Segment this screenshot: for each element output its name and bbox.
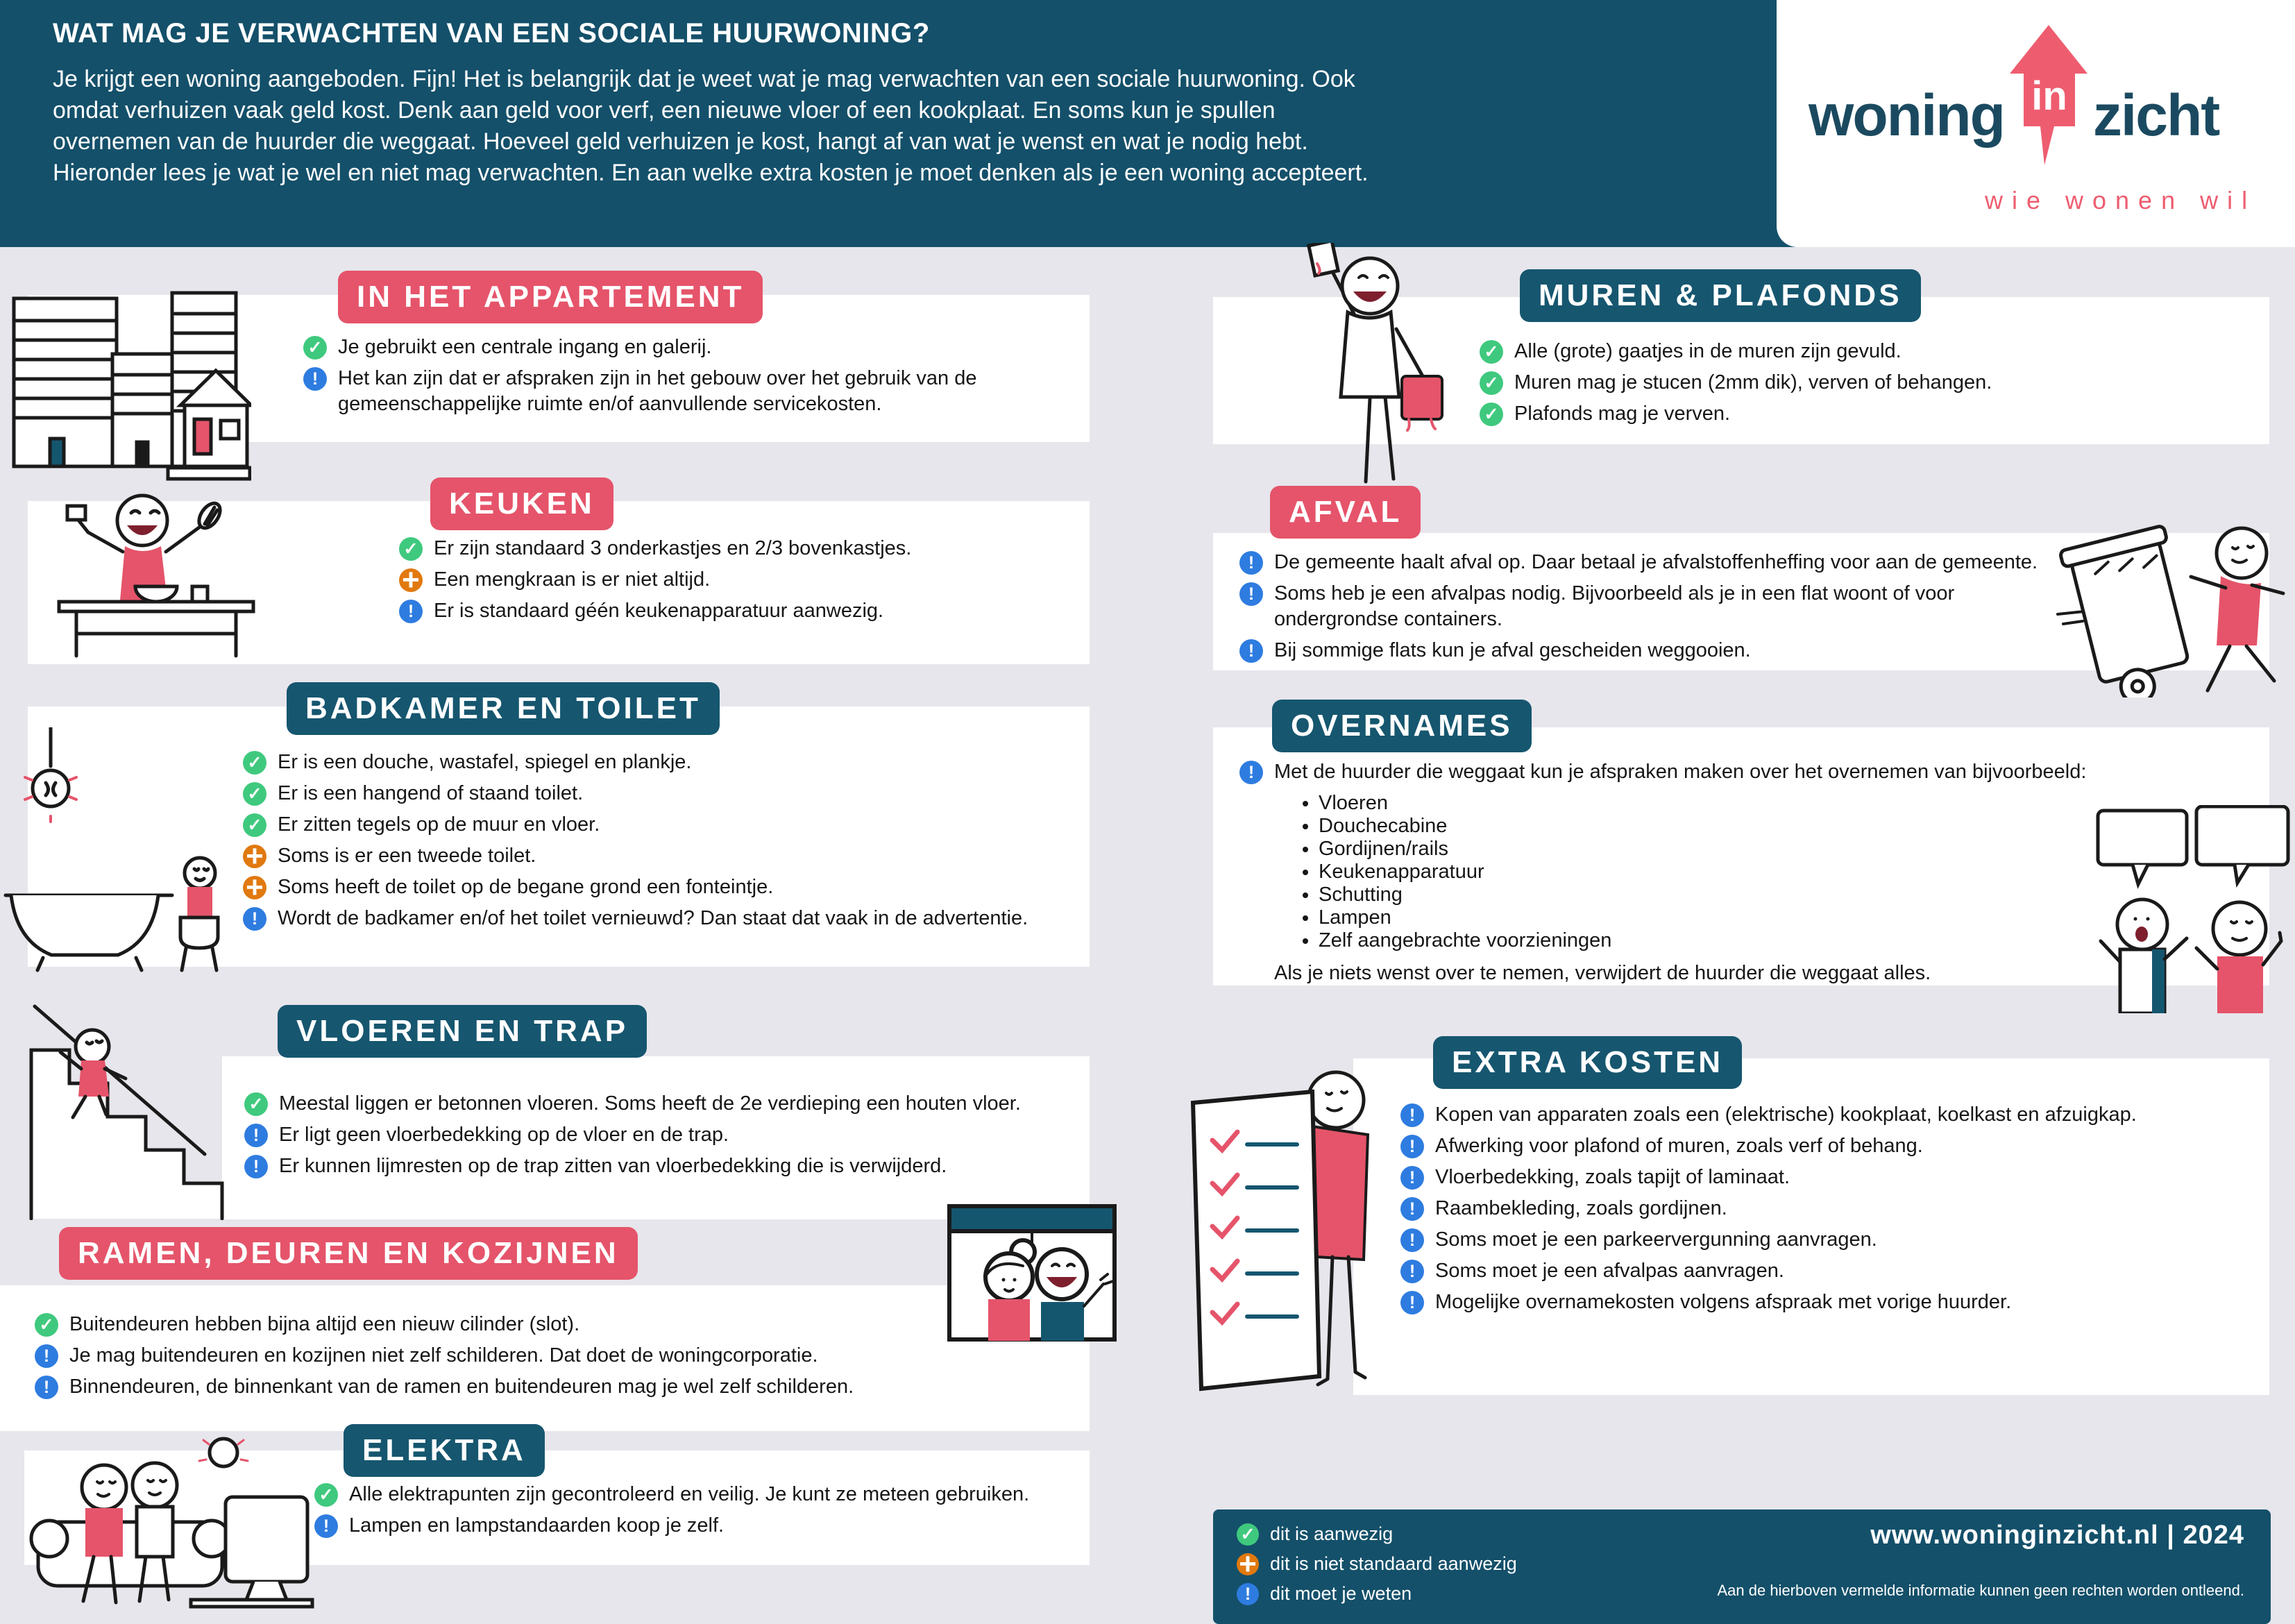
- items-muren: [1480, 339, 2250, 427]
- disclaimer-text: Aan de hierboven vermelde informatie kunnen geen rechten worden ontleend.: [1717, 1582, 2244, 1599]
- talking-figures-illustration: [2092, 805, 2294, 1013]
- check-circle-icon: ✓: [1480, 371, 1503, 395]
- list-item-extra: [1400, 1289, 2268, 1315]
- list-item-extra: [1400, 1133, 2268, 1159]
- bullet-item: • Zelf aangebrachte voorzieningen: [1319, 929, 2169, 952]
- painter-figure-illustration: [1292, 243, 1452, 489]
- list-item-ramen: [35, 1312, 951, 1337]
- list-item-afval: [1239, 550, 2072, 575]
- intro-line: overnemen van de huurder die weggaat. Hoeveel geld verhuizen je kost, hangt af van wat je wenst en wat je nodig hebt.: [53, 128, 1308, 155]
- item-text: Er is een douche, wastafel, spiegel en plankje.: [278, 751, 692, 773]
- logo-house-icon: [2007, 22, 2090, 169]
- section-title-elektra: ELEKTRA: [344, 1424, 545, 1477]
- checklist-figure-illustration: [1169, 1051, 1378, 1402]
- list-item-keuken: [399, 598, 1086, 624]
- list-item-apt: [303, 335, 1053, 360]
- item-text: Vloerbedekking, zoals tapijt of laminaat.: [1435, 1166, 1790, 1188]
- section-title-keuken: KEUKEN: [430, 477, 613, 530]
- overname-bullet-list: [1299, 792, 2169, 952]
- item-text: Er ligt geen vloerbedekking op de vloer en de trap.: [279, 1124, 729, 1146]
- logo-panel: [1777, 0, 2295, 247]
- item-text: Soms is er een tweede toilet.: [278, 845, 536, 867]
- item-text: De gemeente haalt afval op. Daar betaal je afvalstoffenheffing voor aan de gemeente.: [1274, 551, 2038, 573]
- plus-circle-icon: +: [243, 876, 266, 899]
- section-title-vloeren: VLOEREN EN TRAP: [278, 1005, 647, 1058]
- info-circle-icon: !: [303, 367, 327, 391]
- list-item-apt: [303, 366, 1053, 417]
- trash-bin-pusher-illustration: [2044, 510, 2294, 697]
- info-circle-icon: !: [1239, 639, 1263, 663]
- logo-tagline: wie wonen wil: [1985, 186, 2257, 214]
- section-title-overnames: OVERNAMES: [1272, 700, 1532, 752]
- item-text: Binnendeuren, de binnenkant van de ramen en buitendeuren mag je wel zelf schilderen.: [69, 1376, 854, 1398]
- logo-word-zicht: zicht: [2092, 82, 2219, 148]
- check-circle-icon: ✓: [244, 1092, 268, 1116]
- item-text: Er is standaard géén keukenapparatuur aanwezig.: [434, 600, 884, 622]
- check-circle-icon: ✓: [35, 1313, 58, 1337]
- info-circle-icon: !: [1239, 761, 1263, 784]
- item-text: Er is een hangend of staand toilet.: [278, 782, 584, 804]
- item-text: Alle (grote) gaatjes in de muren zijn gevuld.: [1514, 340, 1902, 362]
- item-text: Met de huurder die weggaat kun je afspraken maken over het overnemen van bijvoorbeeld:: [1274, 761, 2087, 783]
- page-title: WAT MAG JE VERWACHTEN VAN EEN SOCIALE HUURWONING?: [53, 18, 930, 49]
- bullet-item: • Keukenapparatuur: [1319, 861, 2169, 883]
- items-vloeren: [244, 1091, 1077, 1179]
- check-circle-icon: ✓: [243, 751, 266, 775]
- item-text: Een mengkraan is er niet altijd.: [434, 568, 711, 591]
- info-circle-icon: !: [1400, 1135, 1424, 1158]
- list-item-legend: [1237, 1552, 1517, 1575]
- list-item-afval: [1239, 638, 2072, 663]
- item-text: Meestal liggen er betonnen vloeren. Soms heeft de 2e verdieping een houten vloer.: [279, 1092, 1021, 1115]
- info-circle-icon: !: [1237, 1583, 1259, 1605]
- info-circle-icon: !: [1400, 1166, 1424, 1190]
- buildings-illustration: [8, 272, 251, 491]
- section-title-extra: EXTRA KOSTEN: [1433, 1036, 1742, 1089]
- info-circle-icon: !: [1239, 551, 1263, 575]
- list-item-overnames: [1239, 759, 2169, 785]
- list-item-extra: [1400, 1227, 2268, 1253]
- cooking-figure-illustration: [38, 482, 288, 670]
- info-circle-icon: !: [1239, 582, 1263, 606]
- section-outro-text: Als je niets wenst over te nemen, verwijdert de huurder die weggaat alles.: [1274, 962, 1931, 984]
- item-text: Er zitten tegels op de muur en vloer.: [278, 813, 600, 836]
- item-text: dit is aanwezig: [1270, 1523, 1394, 1544]
- item-text: Alle elektrapunten zijn gecontroleerd en veilig. Je kunt ze meteen gebruiken.: [349, 1483, 1030, 1505]
- list-item-keuken: [399, 536, 1086, 561]
- info-circle-icon: !: [35, 1376, 58, 1399]
- list-item-badkamer: [243, 906, 1051, 931]
- list-item-ramen: [35, 1374, 951, 1400]
- item-text: Soms moet je een parkeervergunning aanvragen.: [1435, 1228, 1877, 1251]
- list-item-extra: [1400, 1102, 2268, 1128]
- list-item-vloeren: [244, 1091, 1077, 1117]
- items-extra: [1400, 1102, 2268, 1315]
- item-text: Muren mag je stucen (2mm dik), verven of behangen.: [1514, 371, 1992, 394]
- intro-paragraph: [53, 64, 1369, 189]
- item-text: Raambekleding, zoals gordijnen.: [1435, 1197, 1727, 1219]
- window-selfie-illustration: [945, 1202, 1119, 1344]
- list-item-extra: [1400, 1165, 2268, 1190]
- section-title-ramen: RAMEN, DEUREN EN KOZIJNEN: [59, 1227, 638, 1280]
- list-item-badkamer: [243, 750, 1051, 775]
- intro-line: omdat verhuizen vaak geld kost. Denk aan geld voor verf, een nieuwe vloer of een kookplaat. En soms kun je spullen: [53, 97, 1276, 124]
- item-text: dit moet je weten: [1270, 1583, 1412, 1604]
- legend: [1237, 1522, 1517, 1605]
- item-text: Lampen en lampstandaarden koop je zelf.: [349, 1514, 725, 1537]
- item-text: Je mag buitendeuren en kozijnen niet zelf schilderen. Dat doet de woningcorporatie.: [69, 1344, 818, 1367]
- bullet-item: • Gordijnen/rails: [1319, 838, 2169, 861]
- info-circle-icon: !: [35, 1344, 58, 1368]
- svg-text:in: in: [2031, 74, 2067, 119]
- list-item-badkamer: [243, 812, 1051, 838]
- footer-bar: [1213, 1509, 2271, 1624]
- items-ramen: [35, 1312, 951, 1400]
- check-circle-icon: ✓: [1480, 340, 1503, 364]
- list-item-elektra: [314, 1482, 1085, 1507]
- items-overnames: [1239, 759, 2169, 985]
- item-text: Soms moet je een afvalpas aanvragen.: [1435, 1260, 1784, 1282]
- check-circle-icon: ✓: [399, 537, 423, 561]
- list-item-legend: [1237, 1522, 1517, 1546]
- list-item-extra: [1400, 1196, 2268, 1221]
- items-elektra: [314, 1482, 1085, 1539]
- couch-tv-illustration: [17, 1433, 316, 1610]
- info-circle-icon: !: [314, 1514, 338, 1538]
- logo-word-woning: woning: [1809, 82, 2004, 148]
- bullet-item: • Lampen: [1319, 906, 2169, 929]
- item-text: Buitendeuren hebben bijna altijd een nieuw cilinder (slot).: [69, 1313, 580, 1335]
- info-circle-icon: !: [244, 1155, 268, 1178]
- info-circle-icon: !: [244, 1124, 268, 1147]
- item-text: Soms heeft de toilet op de begane grond een fonteintje.: [278, 876, 774, 898]
- list-item-vloeren: [244, 1153, 1077, 1179]
- info-circle-icon: !: [243, 907, 266, 931]
- list-item-badkamer: [243, 843, 1051, 869]
- item-text: Mogelijke overnamekosten volgens afspraak met vorige huurder.: [1435, 1291, 2012, 1313]
- section-title-badkamer: BADKAMER EN TOILET: [287, 682, 720, 735]
- intro-line: Hieronder lees je wat je wel en niet mag verwachten. En aan welke extra kosten je moet denken als je een woning accepteert.: [53, 160, 1369, 186]
- items-badkamer: [243, 750, 1051, 931]
- bullet-item: • Schutting: [1319, 883, 2169, 906]
- item-text: Wordt de badkamer en/of het toilet vernieuwd? Dan staat dat vaak in de advertentie.: [278, 907, 1028, 929]
- list-item-elektra: [314, 1513, 1085, 1539]
- item-text: Het kan zijn dat er afspraken zijn in het gebouw over het gebruik van de gemeenschappelijke ruimte en/of aanvullende servicekosten.: [338, 367, 977, 415]
- section-title-apt: IN HET APPARTEMENT: [338, 271, 763, 323]
- check-circle-icon: ✓: [303, 336, 327, 360]
- info-circle-icon: !: [399, 600, 423, 623]
- pendant-lamp-illustration: [19, 727, 82, 824]
- items-apt: [303, 335, 1053, 417]
- info-circle-icon: !: [1400, 1260, 1424, 1283]
- list-item-muren: [1480, 339, 2250, 364]
- bullet-item: • Vloeren: [1319, 792, 2169, 815]
- list-item-muren: [1480, 370, 2250, 396]
- list-item-afval: [1239, 581, 2072, 632]
- bathroom-illustration: [0, 855, 229, 973]
- plus-circle-icon: +: [399, 568, 423, 592]
- item-text: Bij sommige flats kun je afval gescheiden weggooien.: [1274, 639, 1751, 661]
- item-text: Er kunnen lijmresten op de trap zitten van vloerbedekking die is verwijderd.: [279, 1155, 947, 1177]
- section-title-muren: MUREN & PLAFONDS: [1520, 269, 1921, 322]
- woninginzicht-logo: [1809, 61, 2219, 169]
- list-item-badkamer: [243, 781, 1051, 806]
- item-text: Kopen van apparaten zoals een (elektrische) kookplaat, koelkast en afzuigkap.: [1435, 1103, 2137, 1126]
- item-text: Er zijn standaard 3 onderkastjes en 2/3 bovenkastjes.: [434, 537, 912, 559]
- stairs-climbing-illustration: [3, 991, 226, 1220]
- item-text: Afwerking voor plafond of muren, zoals verf of behang.: [1435, 1135, 1923, 1157]
- item-text: Soms heb je een afvalpas nodig. Bijvoorbeeld als je in een flat woont of voor ondergrondse containers.: [1274, 582, 1955, 630]
- bullet-item: • Douchecabine: [1319, 815, 2169, 838]
- plus-circle-icon: +: [243, 845, 266, 868]
- info-circle-icon: !: [1400, 1228, 1424, 1252]
- list-item-ramen: [35, 1343, 951, 1369]
- item-text: Plafonds mag je verven.: [1514, 403, 1731, 425]
- website-link[interactable]: www.woninginzicht.nl | 2024: [1870, 1521, 2244, 1550]
- items-afval: [1239, 550, 2072, 663]
- check-circle-icon: ✓: [243, 782, 266, 806]
- check-circle-icon: ✓: [1480, 403, 1503, 426]
- info-circle-icon: !: [1400, 1103, 1424, 1127]
- plus-circle-icon: +: [1237, 1553, 1259, 1575]
- info-circle-icon: !: [1400, 1197, 1424, 1221]
- list-item-legend: [1237, 1582, 1517, 1605]
- list-item-muren: [1480, 401, 2250, 427]
- info-circle-icon: !: [1400, 1291, 1424, 1314]
- section-title-afval: AFVAL: [1270, 486, 1421, 539]
- list-item-keuken: [399, 567, 1086, 593]
- check-circle-icon: ✓: [314, 1483, 338, 1507]
- intro-line: Je krijgt een woning aangeboden. Fijn! Het is belangrijk dat je weet wat je mag verwachten van een sociale huurwoning. Ook: [53, 66, 1355, 92]
- items-keuken: [399, 536, 1086, 624]
- list-item-badkamer: [243, 874, 1051, 900]
- item-text: Je gebruikt een centrale ingang en galerij.: [338, 336, 712, 358]
- check-circle-icon: ✓: [1237, 1523, 1259, 1546]
- list-item-vloeren: [244, 1122, 1077, 1148]
- list-item-extra: [1400, 1258, 2268, 1284]
- check-circle-icon: ✓: [243, 813, 266, 837]
- item-text: dit is niet standaard aanwezig: [1270, 1553, 1517, 1574]
